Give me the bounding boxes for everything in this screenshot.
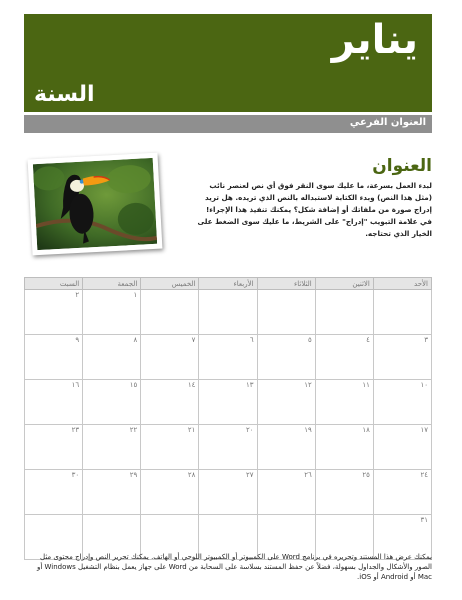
body-text[interactable]: لبدء العمل بسرعة، ما عليك سوى النقر فوق أي نص لعنصر نائب (مثل هذا النص) وبدء الكتابة لاستبداله بالنص الذي تريده. هل تريد إدراج صورة من ملفاتك أو إضافة شكل؟ يمكنك تنفيذ هذا الإجراء! في علامة التبويب "إدراج" على الشريط، ما عليك سوى الضغط على الخيار الذي تحتاجه.: [197, 181, 432, 238]
day-cell[interactable]: [257, 290, 315, 335]
week-row: [25, 335, 432, 380]
weekday-monday: الاثنين: [315, 278, 373, 290]
day-cell[interactable]: ١٩: [257, 425, 315, 470]
day-cell[interactable]: ١٠: [373, 380, 431, 425]
day-cell[interactable]: ١٥: [83, 380, 141, 425]
year-title[interactable]: السنة: [34, 82, 95, 107]
header-band: [24, 14, 432, 112]
weekday-saturday: السبت: [25, 278, 83, 290]
day-cell[interactable]: ١٢: [257, 380, 315, 425]
month-title[interactable]: يناير: [331, 17, 418, 63]
day-cell[interactable]: [315, 290, 373, 335]
week-row: [25, 470, 432, 515]
weekday-tuesday: الثلاثاء: [257, 278, 315, 290]
weekday-header-row: [25, 278, 432, 290]
day-cell[interactable]: ٢٧: [199, 470, 257, 515]
day-cell[interactable]: ٢١: [141, 425, 199, 470]
day-cell[interactable]: ١٨: [315, 425, 373, 470]
day-cell[interactable]: ٣١: [373, 515, 431, 560]
weekday-thursday: الخميس: [141, 278, 199, 290]
day-cell[interactable]: ٤: [315, 335, 373, 380]
day-cell[interactable]: [373, 290, 431, 335]
day-cell[interactable]: ١: [83, 290, 141, 335]
weekday-friday: الجمعة: [83, 278, 141, 290]
day-cell[interactable]: ٢٦: [257, 470, 315, 515]
day-cell[interactable]: ٥: [257, 335, 315, 380]
day-cell[interactable]: ٢٥: [315, 470, 373, 515]
day-cell[interactable]: ٢٤: [373, 470, 431, 515]
day-cell[interactable]: ٧: [141, 335, 199, 380]
day-cell[interactable]: ٢٩: [83, 470, 141, 515]
day-cell[interactable]: ٩: [25, 335, 83, 380]
day-cell[interactable]: ٣٠: [25, 470, 83, 515]
weekday-sunday: الأحد: [373, 278, 431, 290]
footer-note[interactable]: يمكنك عرض هذا المستند وتحريره في برنامج Word على الكمبيوتر أو الكمبيوتر اللوحي أو الهاتف. يمكنك تحرير النص وإدراج محتوى مثل الصور والأشكال والجداول بسهولة، فضلاً عن حفظ المستند بسلاسة على السحابة من Word على جهاز يعمل بنظام التشغيل Windows أو Mac أو Android أو iOS.: [36, 553, 432, 581]
day-cell[interactable]: ١٧: [373, 425, 431, 470]
week-row: [25, 290, 432, 335]
weekday-wednesday: الأربعاء: [199, 278, 257, 290]
day-cell[interactable]: ٣: [373, 335, 431, 380]
day-cell[interactable]: ٢٠: [199, 425, 257, 470]
photo-frame[interactable]: [28, 153, 163, 256]
week-row: [25, 425, 432, 470]
day-cell[interactable]: ٦: [199, 335, 257, 380]
day-cell[interactable]: ١٣: [199, 380, 257, 425]
day-cell[interactable]: ٨: [83, 335, 141, 380]
day-cell[interactable]: [141, 290, 199, 335]
day-cell[interactable]: ١٤: [141, 380, 199, 425]
day-cell[interactable]: [199, 290, 257, 335]
day-cell[interactable]: ٢٨: [141, 470, 199, 515]
day-cell[interactable]: ١٦: [25, 380, 83, 425]
toucan-photo-icon: [33, 158, 157, 250]
calendar-table: [24, 277, 432, 560]
day-cell[interactable]: ٢٢: [83, 425, 141, 470]
day-cell[interactable]: ٢٣: [25, 425, 83, 470]
day-cell[interactable]: ١١: [315, 380, 373, 425]
subtitle-text[interactable]: العنوان الفرعي: [349, 117, 426, 128]
subtitle-bar: [24, 115, 432, 133]
week-row: [25, 380, 432, 425]
day-cell[interactable]: ٢: [25, 290, 83, 335]
body-heading[interactable]: العنوان: [372, 156, 432, 176]
